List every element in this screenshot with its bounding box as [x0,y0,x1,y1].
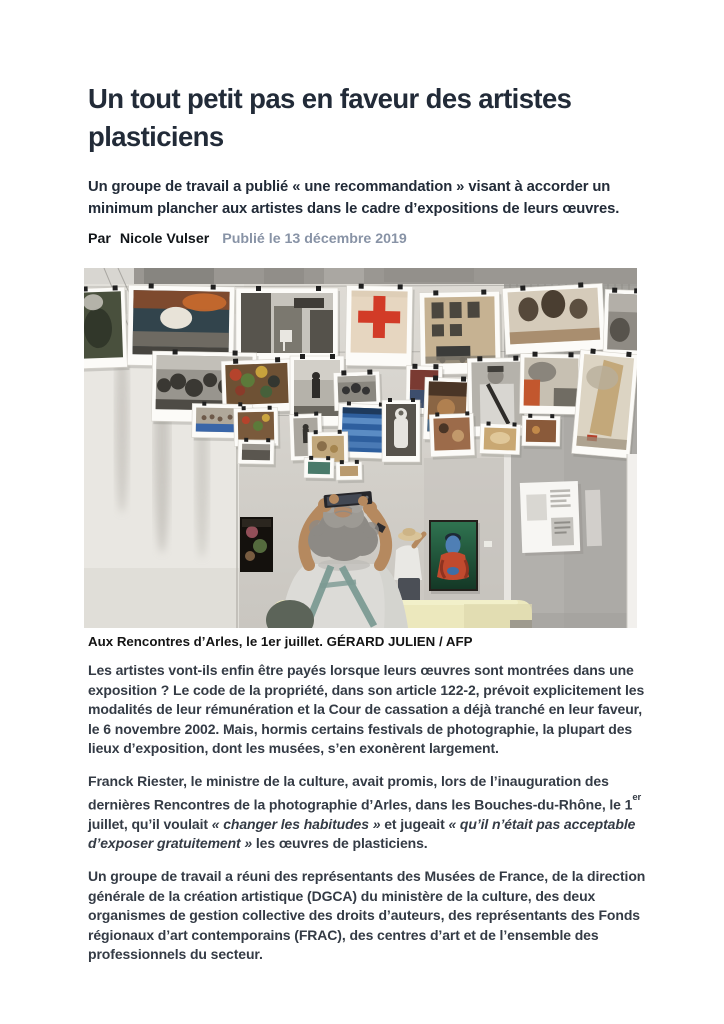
article-photo [84,268,637,628]
photo-print [502,281,608,357]
info-sheet [585,490,602,546]
quote-italic: « changer les habitudes » [211,815,381,832]
photo-print [304,456,336,482]
body-text-segment: Franck Riester, le ministre de la culture, avait promis, lors de l’inauguration des dernières Rencontres de la photographie d’Arles, dans les Bouches-du-Rhône, le 1 [88,772,633,813]
body-text-segment: juillet, qu’il voulait [88,815,212,832]
photo-print [522,414,563,450]
photo-caption: Aux Rencontres d’Arles, le 1er juillet. GÉRARD JULIEN / AFP [88,634,473,649]
publish-date: Publié le 13 décembre 2019 [222,231,407,247]
photo-print [519,351,584,417]
standfirst: Un groupe de travail a publié « une recommandation » visant à accorder un minimum plancher aux artistes dans le cadre d’expositions de leurs œuvres. [88,179,620,217]
byline [88,231,407,247]
body-paragraph [88,772,646,854]
quote-italic: « qu’il n’était pas acceptable d’exposer gratuitement » [88,815,636,852]
photo-print [571,348,637,462]
photo-print [479,421,522,457]
framed-artwork [240,517,273,572]
portrait-painting [429,520,480,594]
ordinal-suffix: er [632,791,642,803]
body-paragraph: Un groupe de travail a réuni des représentants des Musées de France, de la direction générale de la création artistique (DGCA) du ministère de la culture, des deux organismes de gestion collective des droits d’auteurs, des représentants des Fonds régionaux d’art contemporains (FRAC), des centres d’art et de l’ensemble des professionnels du secteur. [88,868,646,963]
photo-print [382,398,422,465]
photo-print [84,285,129,372]
photo-print [603,287,637,361]
article-body [88,661,646,978]
photo-print [238,438,277,468]
byline-author: Nicole Vulser [119,231,210,247]
body-paragraph: Les artistes vont-ils enfin être payés lorsque leurs œuvres sont montrées dans une exposition ? Le code de la propriété, dans son article 122-2, prévoit explicitement les modalités de leur rémunération et la Cour de cassation a déjà tranché en leur faveur, le 6 novembre 2002. Mais, hormis certains festivals de photographie, la plupart des lieux d’exposition, dont les musées, s’en exonèrent largement. [88,662,645,757]
photo-print [336,460,364,483]
body-text-segment: et jugeait [380,815,449,832]
foreground-wall-edge [627,454,637,628]
photo-print [429,411,477,460]
info-panel [520,481,584,556]
body-text-segment: les œuvres de plasticiens. [252,835,428,852]
red-cross-print [345,283,414,369]
page-title: Un tout petit pas en faveur des artistes plasticiens [88,83,572,152]
wall-label [484,541,492,547]
byline-prefix: Par [88,231,111,247]
